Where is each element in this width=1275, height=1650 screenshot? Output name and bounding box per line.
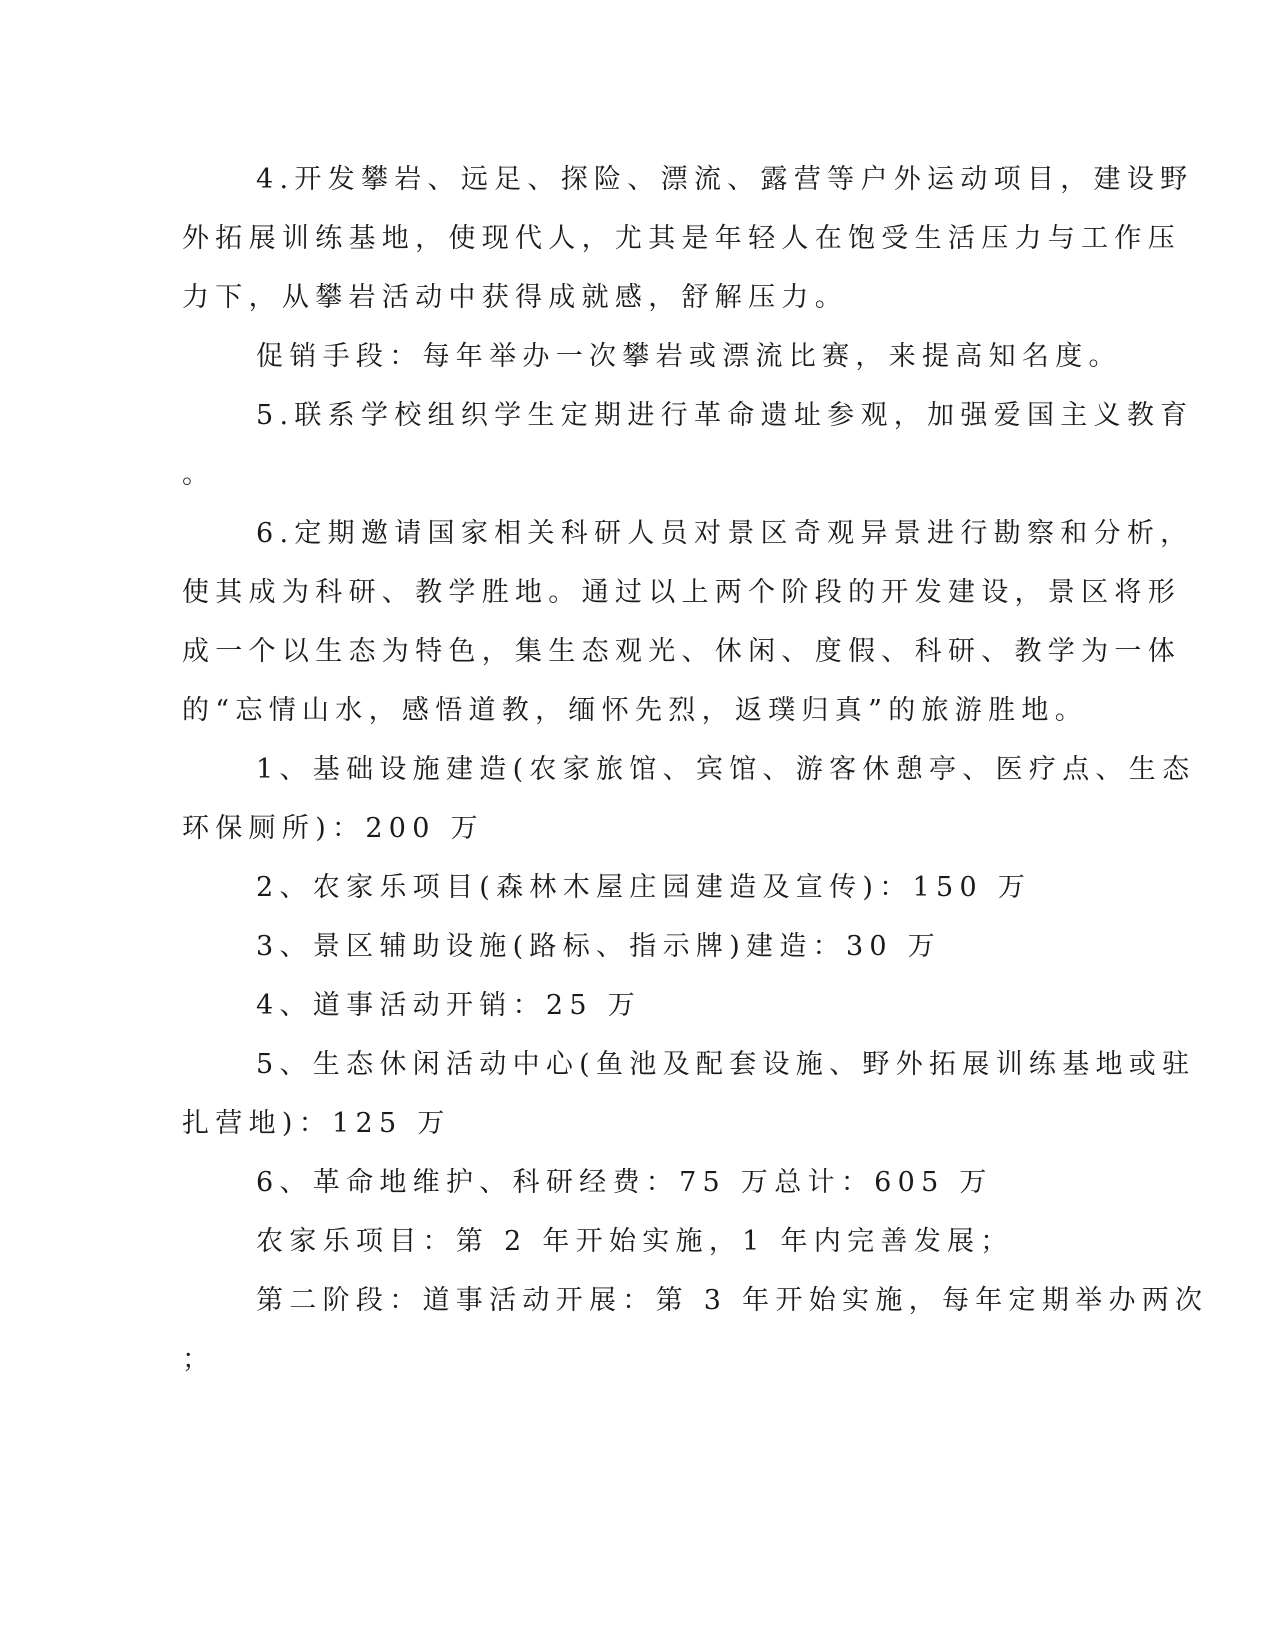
paragraph-line: 3、景区辅助设施(路标、指示牌)建造：30 万 — [256, 931, 942, 962]
paragraph-line: 4.开发攀岩、远足、探险、漂流、露营等户外运动项目，建设野 — [256, 164, 1194, 195]
paragraph-line: 2、农家乐项目(森林木屋庄园建造及宣传)：150 万 — [256, 872, 1032, 903]
paragraph-line: 1、基础设施建造(农家旅馆、宾馆、游客休憩亭、医疗点、生态 — [256, 754, 1196, 785]
paragraph-line: 的“忘情山水，感悟道教，缅怀先烈，返璞归真”的旅游胜地。 — [182, 695, 1089, 726]
paragraph-line: 。 — [182, 459, 216, 490]
paragraph-line: 第二阶段：道事活动开展：第 3 年开始实施，每年定期举办两次 — [256, 1285, 1209, 1316]
paragraph-line: 6.定期邀请国家相关科研人员对景区奇观异景进行勘察和分析， — [256, 518, 1194, 549]
paragraph-line: 成一个以生态为特色，集生态观光、休闲、度假、科研、教学为一体 — [182, 636, 1181, 667]
paragraph-line: 使其成为科研、教学胜地。通过以上两个阶段的开发建设，景区将形 — [182, 577, 1181, 608]
paragraph-line: 6、革命地维护、科研经费：75 万总计：605 万 — [256, 1167, 993, 1198]
paragraph-line: 促销手段：每年举办一次攀岩或漂流比赛，来提高知名度。 — [256, 341, 1122, 372]
paragraph-line: 环保厕所)：200 万 — [182, 813, 484, 844]
paragraph-line: 力下，从攀岩活动中获得成就感，舒解压力。 — [182, 282, 848, 313]
paragraph-line: 5、生态休闲活动中心(鱼池及配套设施、野外拓展训练基地或驻 — [256, 1049, 1196, 1080]
paragraph-line: ； — [182, 1344, 216, 1375]
paragraph-line: 4、道事活动开销：25 万 — [256, 990, 642, 1021]
paragraph-line: 5.联系学校组织学生定期进行革命遗址参观，加强爱国主义教育 — [256, 400, 1194, 431]
paragraph-line: 外拓展训练基地，使现代人，尤其是年轻人在饱受生活压力与工作压 — [182, 223, 1181, 254]
paragraph-line: 农家乐项目：第 2 年开始实施，1 年内完善发展； — [256, 1226, 1014, 1257]
paragraph-line: 扎营地)：125 万 — [182, 1108, 451, 1139]
